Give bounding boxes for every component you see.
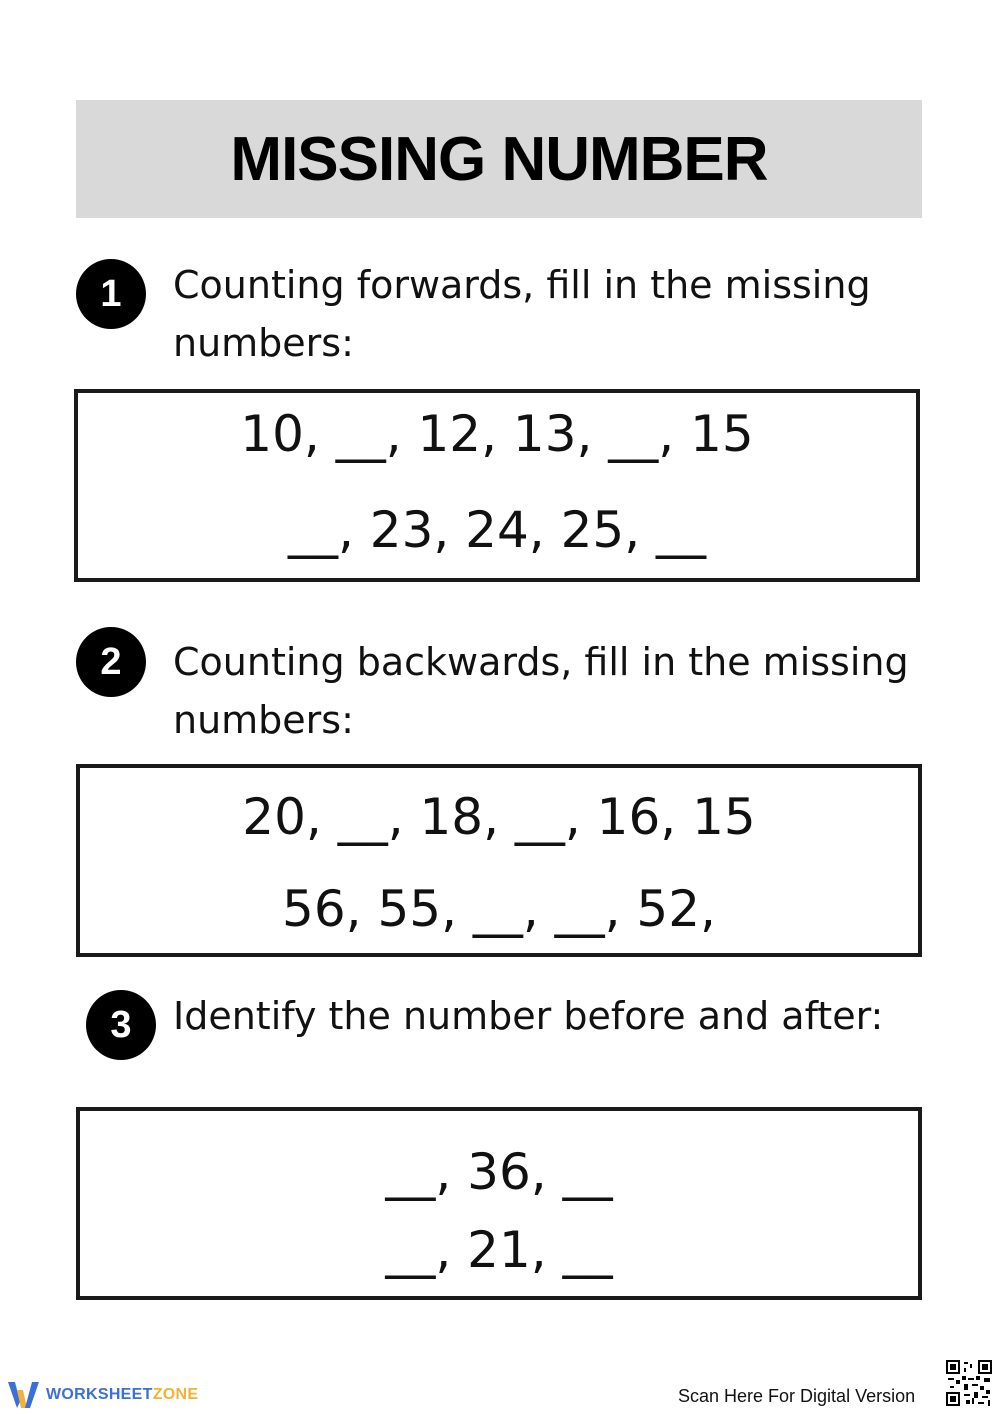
question-prompt bbox=[173, 256, 871, 372]
question-prompt bbox=[173, 987, 883, 1045]
answer-box bbox=[74, 389, 920, 582]
question-number-badge: 3 bbox=[86, 990, 156, 1060]
sequence-line[interactable]: __, 23, 24, 25, __ bbox=[287, 501, 707, 559]
brand-name-part: ZONE bbox=[152, 1386, 199, 1403]
question-prompt bbox=[173, 633, 909, 749]
brand-name bbox=[46, 1386, 198, 1404]
worksheetzone-logo-icon bbox=[8, 1382, 40, 1408]
title-banner bbox=[76, 100, 922, 218]
question-number-badge: 2 bbox=[76, 627, 146, 697]
question-prompt-line: Counting backwards, fill in the missing bbox=[173, 640, 909, 684]
sequence-line[interactable]: __, 21, __ bbox=[385, 1221, 613, 1279]
question-number-badge: 1 bbox=[76, 259, 146, 329]
question-prompt-line: Counting forwards, fill in the missing bbox=[173, 263, 871, 307]
sequence-line[interactable]: 56, 55, __, __, 52, bbox=[282, 880, 716, 938]
question-prompt-line: numbers: bbox=[173, 698, 354, 742]
sequence-line[interactable]: 20, __, 18, __, 16, 15 bbox=[242, 788, 756, 846]
brand-name-part: WORKSHEET bbox=[46, 1386, 153, 1403]
question-prompt-line: numbers: bbox=[173, 321, 354, 365]
answer-box bbox=[76, 1107, 922, 1300]
page-title: MISSING NUMBER bbox=[230, 124, 768, 194]
sequence-line[interactable]: 10, __, 12, 13, __, 15 bbox=[240, 405, 754, 463]
answer-box bbox=[76, 764, 922, 957]
brand-logo[interactable] bbox=[8, 1382, 198, 1408]
question-prompt-line: Identify the number before and after: bbox=[173, 994, 884, 1038]
scan-instruction: Scan Here For Digital Version bbox=[678, 1386, 916, 1406]
sequence-line[interactable]: __, 36, __ bbox=[385, 1143, 613, 1201]
qr-code-icon[interactable] bbox=[946, 1360, 992, 1406]
